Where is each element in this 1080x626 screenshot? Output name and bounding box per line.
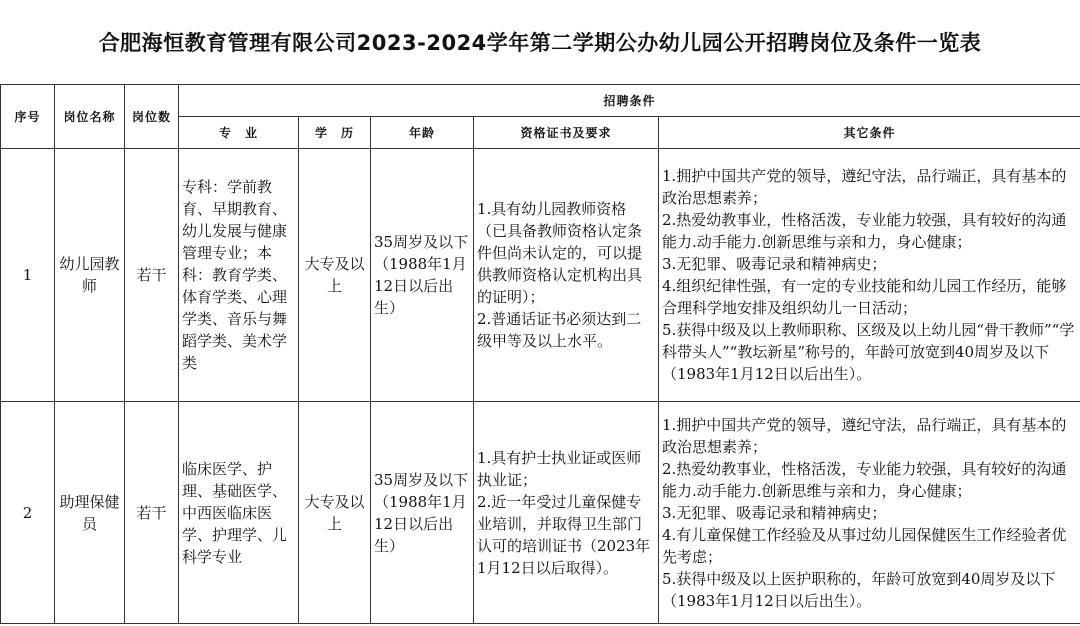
- header-major: 专 业: [179, 117, 299, 149]
- row-age: 35周岁及以下（1988年1月12日以后出生）: [371, 402, 474, 624]
- row-count: 若干: [125, 149, 179, 402]
- row-other: [659, 149, 1080, 402]
- header-other: 其它条件: [659, 117, 1080, 149]
- header-age: 年龄: [371, 117, 474, 149]
- other-item: 3.无犯罪、吸毒记录和精神病史；: [662, 255, 887, 273]
- certificate-item: 1.具有幼儿园教师资格（已具备教师资格认定条件但尚未认定的，可以提供教师资格认定机构出具的证明）；: [477, 200, 643, 306]
- row-certificate: [474, 402, 659, 624]
- row-certificate: [474, 149, 659, 402]
- row-other: [659, 402, 1080, 624]
- table-row: [1, 402, 1080, 624]
- row-education: 大专及以上: [299, 402, 371, 624]
- other-item: 2.热爱幼教事业，性格活泼，专业能力较强，具有较好的沟通能力.动手能力.创新思维与亲和力，身心健康；: [662, 459, 1067, 500]
- other-item: 1.拥护中国共产党的领导，遵纪守法，品行端正，具有基本的政治思想素养；: [662, 415, 1067, 456]
- row-age: 35周岁及以下（1988年1月12日以后出生）: [371, 149, 474, 402]
- other-item: 4.组织纪律性强，有一定的专业技能和幼儿园工作经历，能够合理科学地安排及组织幼儿一日活动；: [662, 277, 1067, 317]
- table-row: [1, 149, 1080, 402]
- other-item: 3.无犯罪、吸毒记录和精神病史；: [662, 503, 887, 522]
- other-item: 2.热爱幼教事业，性格活泼，专业能力较强，具有较好的沟通能力.动手能力.创新思维与亲和力，身心健康；: [662, 211, 1067, 251]
- row-seq: 1: [1, 149, 55, 402]
- header-position: 岗位名称: [55, 85, 125, 149]
- other-item: 5.获得中级及以上医护职称的，年龄可放宽到40周岁及以下（1983年1月12日以后出生）。: [662, 569, 1056, 610]
- certificate-item: 2.普通话证书必须达到二级甲等及以上水平。: [477, 310, 642, 350]
- row-major: 临床医学、护理、基础医学、中西医临床医学、护理学、儿科学专业: [179, 402, 299, 624]
- certificate-item: 1.具有护士执业证或医师执业证；: [477, 448, 642, 489]
- row-count: 若干: [125, 402, 179, 624]
- row-position: 助理保健员: [55, 402, 125, 624]
- header-certificate: 资格证书及要求: [474, 117, 659, 149]
- row-position: 幼儿园教师: [55, 149, 125, 402]
- other-item: 5.获得中级及以上教师职称、区级及以上幼儿园“骨干教师”“学科带头人”“教坛新星”称号的，年龄可放宽到40周岁及以下（1983年1月12日以后出生）。: [662, 321, 1075, 383]
- other-item: 1.拥护中国共产党的领导，遵纪守法，品行端正，具有基本的政治思想素养；: [662, 167, 1067, 207]
- header-education: 学 历: [299, 117, 371, 149]
- recruitment-table: [0, 84, 1080, 624]
- row-education: 大专及以上: [299, 149, 371, 402]
- row-major: 专科：学前教育、早期教育、幼儿发展与健康管理专业；本科：教育学类、体育学类、心理学类、音乐与舞蹈学类、美术学类: [179, 149, 299, 402]
- row-seq: 2: [1, 402, 55, 624]
- header-seq: 序号: [1, 85, 55, 149]
- other-item: 4.有儿童保健工作经验及从事过幼儿园保健医生工作经验者优先考虑；: [662, 525, 1067, 566]
- header-conditions: 招聘条件: [179, 85, 1080, 117]
- certificate-item: 2.近一年受过儿童保健专业培训，并取得卫生部门认可的培训证书（2023年1月12日以后取得）。: [477, 492, 651, 577]
- header-count: 岗位数: [125, 85, 179, 149]
- page-title: 合肥海恒教育管理有限公司2023-2024学年第二学期公办幼儿园公开招聘岗位及条件一览表: [98, 31, 982, 55]
